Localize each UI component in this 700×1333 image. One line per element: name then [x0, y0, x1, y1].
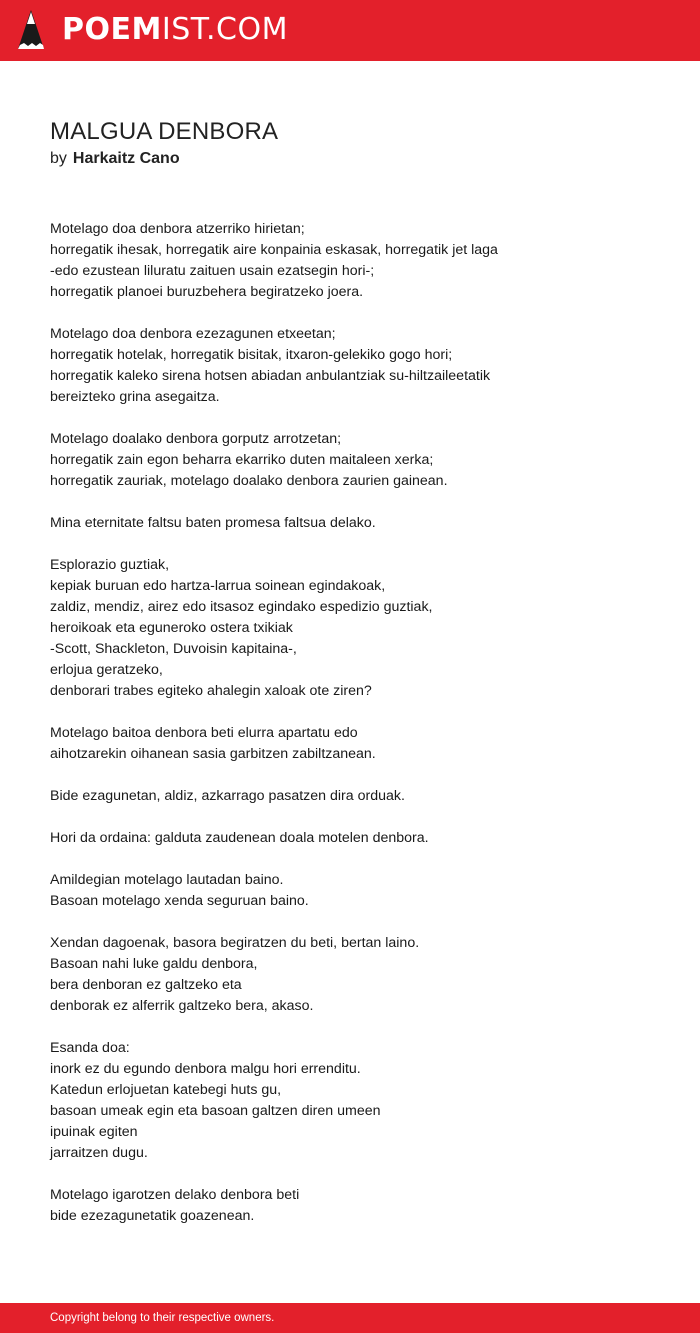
site-logo-link[interactable] [62, 13, 288, 47]
stanza [50, 324, 670, 408]
stanza [50, 870, 670, 912]
poem-line: bereizteko grina asegaitza. [50, 389, 220, 405]
stanza [50, 429, 670, 492]
poem-line: ipuinak egiten [50, 1124, 138, 1140]
poem-line: Basoan motelago xenda seguruan baino. [50, 893, 309, 909]
poem-line: horregatik planoei buruzbehera begiratzeko joera. [50, 284, 364, 300]
poem-line: jarraitzen dugu. [50, 1145, 148, 1161]
poem-body [50, 219, 670, 1248]
by-label: by [50, 150, 67, 167]
poem-line: horregatik kaleko sirena hotsen abiadan anbulantziak su-hiltzaileetatik [50, 368, 491, 384]
poem-line: horregatik zain egon beharra ekarriko duten maitaleen xerka; [50, 452, 434, 468]
poem-line: Motelago doa denbora atzerriko hirietan; [50, 221, 305, 237]
poem-line: Hori da ordaina: galduta zaudenean doala motelen denbora. [50, 830, 429, 846]
poem-line: Esanda doa: [50, 1040, 130, 1056]
stanza [50, 555, 670, 702]
pencil-tip-icon [16, 9, 46, 53]
poem-line: -Scott, Shackleton, Duvoisin kapitaina-, [50, 641, 297, 657]
stanza [50, 1038, 670, 1164]
poem-line: basoan umeak egin eta basoan galtzen diren umeen [50, 1103, 381, 1119]
logo-light-text: IST.COM [161, 12, 288, 47]
stanza [50, 723, 670, 765]
poem-line: zaldiz, mendiz, airez edo itsasoz egindako espedizio guztiak, [50, 599, 433, 615]
poem-line: Katedun erlojuetan katebegi huts gu, [50, 1082, 282, 1098]
poem-line: Basoan nahi luke galdu denbora, [50, 956, 258, 972]
stanza [50, 828, 670, 849]
poem-line: denborari trabes egiteko ahalegin xaloak ote ziren? [50, 683, 372, 699]
copyright-text: Copyright belong to their respective owners. [50, 1312, 275, 1324]
poem-line: erlojua geratzeko, [50, 662, 163, 678]
stanza [50, 933, 670, 1017]
poem-line: denborak ez alferrik galtzeko bera, akaso. [50, 998, 314, 1014]
poem-line: Xendan dagoenak, basora begiratzen du beti, bertan laino. [50, 935, 420, 951]
poem-line: horregatik hotelak, horregatik bisitak, itxaron-gelekiko gogo hori; [50, 347, 453, 363]
logo-bold-text: POEM [62, 12, 162, 47]
poem-line: Motelago doalako denbora gorputz arrotzetan; [50, 431, 342, 447]
poem-line: Esplorazio guztiak, [50, 557, 170, 573]
stanza [50, 786, 670, 807]
poem-line: kepiak buruan edo hartza-larrua soinean egindakoak, [50, 578, 386, 594]
poem-line: Motelago doa denbora ezezagunen etxeetan; [50, 326, 336, 342]
poem-line: inork ez du egundo denbora malgu hori errenditu. [50, 1061, 361, 1077]
poem-line: horregatik ihesak, horregatik aire konpainia eskasak, horregatik jet laga [50, 242, 498, 258]
poem-line: Mina eternitate faltsu baten promesa faltsua delako. [50, 515, 376, 531]
poem-line: -edo ezustean liluratu zaituen usain ezatsegin hori-; [50, 263, 375, 279]
poem-line: Amildegian motelago lautadan baino. [50, 872, 284, 888]
site-footer [0, 1303, 700, 1333]
stanza [50, 1185, 670, 1227]
poem-line: heroikoak eta eguneroko ostera txikiak [50, 620, 293, 636]
poem-line: Bide ezagunetan, aldiz, azkarrago pasatzen dira orduak. [50, 788, 405, 804]
stanza [50, 513, 670, 534]
site-header [0, 0, 700, 61]
poem-line: bera denboran ez galtzeko eta [50, 977, 242, 993]
poem-line: Motelago igarotzen delako denbora beti [50, 1187, 300, 1203]
byline [50, 149, 180, 169]
poem-line: horregatik zauriak, motelago doalako denbora zaurien gainean. [50, 473, 448, 489]
poem-title: MALGUA DENBORA [50, 118, 279, 145]
poem-line: Motelago baitoa denbora beti elurra apartatu edo [50, 725, 358, 741]
poem-line: aihotzarekin oihanean sasia garbitzen zabiltzanean. [50, 746, 376, 762]
poem-line: bide ezezagunetatik goazenean. [50, 1208, 255, 1224]
author-name: Harkaitz Cano [72, 150, 180, 167]
stanza [50, 219, 670, 303]
